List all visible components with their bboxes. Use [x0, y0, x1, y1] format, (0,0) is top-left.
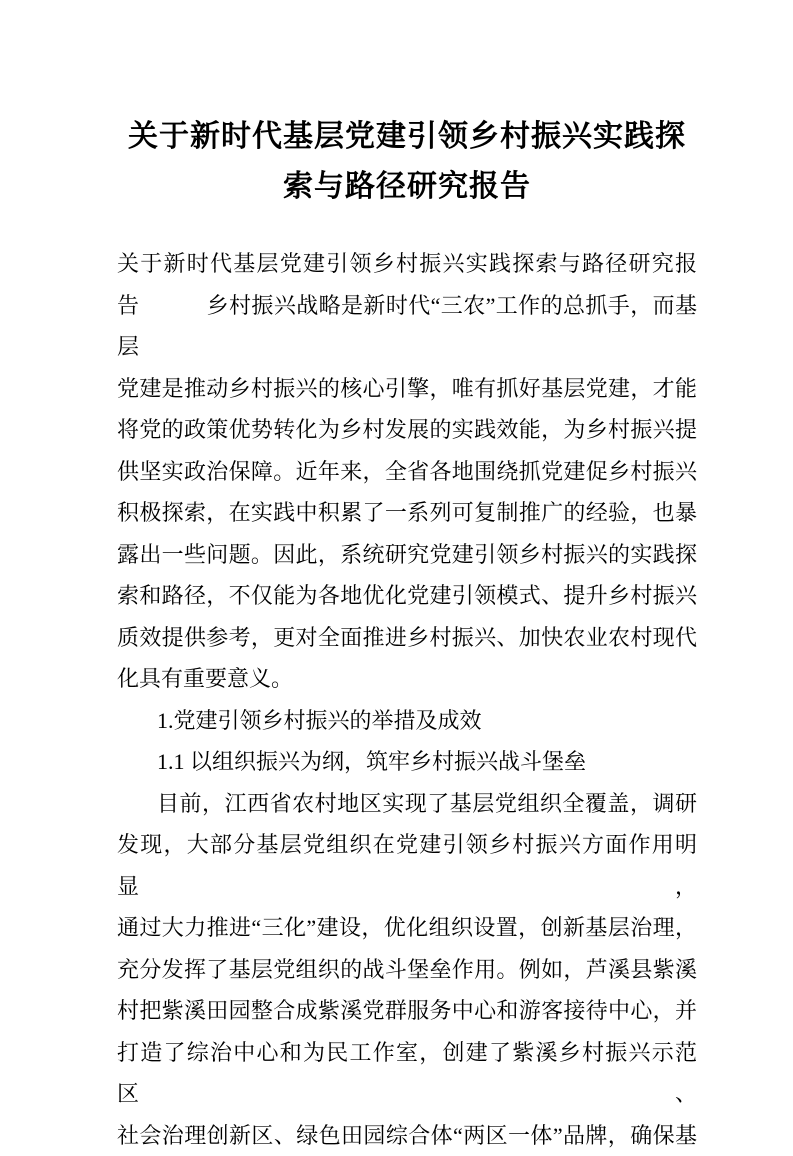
document-title: [117, 112, 697, 212]
document-body: [117, 243, 697, 1156]
body-line: 目前，江西省农村地区实现了基层党组织全覆盖，调研: [117, 783, 697, 825]
body-line: 社会治理创新区、绿色田园综合体“两区一体”品牌，确保基: [117, 1115, 697, 1156]
title-line-1: 关于新时代基层党建引领乡村振兴实践探: [117, 112, 697, 162]
body-line: 村把紫溪田园整合成紫溪党群服务中心和游客接待中心，并: [117, 990, 697, 1032]
body-line: 打造了综治中心和为民工作室，创建了紫溪乡村振兴示范区、: [117, 1032, 697, 1115]
body-line: 积极探索，在实践中积累了一系列可复制推广的经验，也暴: [117, 492, 697, 534]
body-line: 关于新时代基层党建引领乡村振兴实践探索与路径研究报: [117, 243, 697, 285]
body-line: 索和路径，不仅能为各地优化党建引领模式、提升乡村振兴: [117, 575, 697, 617]
body-line: 化具有重要意义。: [117, 658, 697, 700]
body-line: 通过大力推进“三化”建设，优化组织设置，创新基层治理，: [117, 907, 697, 949]
section-heading-1-1: 1.1 以组织振兴为纲，筑牢乡村振兴战斗堡垒: [117, 741, 697, 783]
body-line: 告 乡村振兴战略是新时代“三农”工作的总抓手，而基层: [117, 285, 697, 368]
body-line: 充分发挥了基层党组织的战斗堡垒作用。例如，芦溪县紫溪: [117, 949, 697, 991]
body-line: 质效提供参考，更对全面推进乡村振兴、加快农业农村现代: [117, 617, 697, 659]
section-heading-1: 1.党建引领乡村振兴的举措及成效: [117, 700, 697, 742]
body-line: 供坚实政治保障。近年来，全省各地围绕抓党建促乡村振兴: [117, 451, 697, 493]
title-line-2: 索与路径研究报告: [117, 162, 697, 212]
body-line: 党建是推动乡村振兴的核心引擎，唯有抓好基层党建，才能: [117, 368, 697, 410]
body-line: 发现，大部分基层党组织在党建引领乡村振兴方面作用明显，: [117, 824, 697, 907]
body-line: 将党的政策优势转化为乡村发展的实践效能，为乡村振兴提: [117, 409, 697, 451]
body-line: 露出一些问题。因此，系统研究党建引领乡村振兴的实践探: [117, 534, 697, 576]
